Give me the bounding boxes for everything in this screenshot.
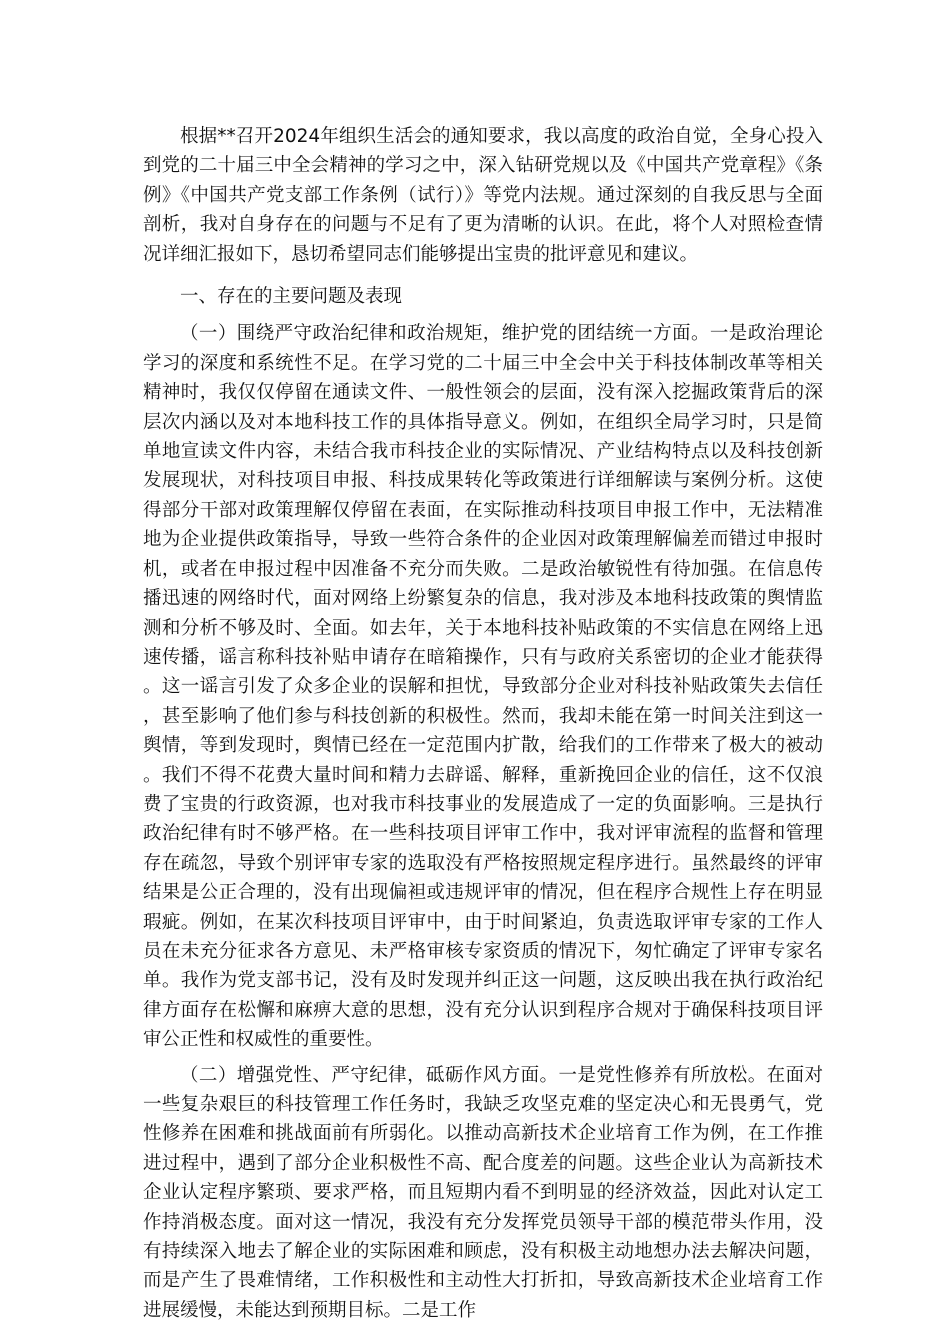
section-heading-1: 一、存在的主要问题及表现	[180, 286, 403, 308]
section-2-paragraph: （二）增强党性、严守纪律，砥砺作风方面。一是党性修养有所放松。在面对一些复杂艰巨的科技管理工作任务时，我缺乏攻坚克难的坚定决心和无畏勇气，党性修养在困难和挑战面前有所弱化。以推动高新技术企业培育工作为例，在工作推进过程中，遇到了部分企业积极性不高、配合度差的问题。这些企业认为高新技术企业认定程序繁琐、要求严格，而且短期内看不到明显的经济效益，因此对认定工作持消极态度。面对这一情况，我没有充分发挥党员领导干部的模范带头作用，没有持续深入地去了解企业的实际困难和顾虑，没有积极主动地想办法去解决问题，而是产生了畏难情绪，工作积极性和主动性大打折扣，导致高新技术企业培育工作进展缓慢，未能达到预期目标。二是工作	[143, 1064, 823, 1321]
intro-paragraph: 根据**召开2024年组织生活会的通知要求，我以高度的政治自觉，全身心投入到党的二十届三中全会精神的学习之中，深入钻研党规以及《中国共产党章程》《条例》《中国共产党支部工作条例（试行）》等党内法规。通过深刻的自我反思与全面剖析，我对自身存在的问题与不足有了更为清晰的认识。在此，将个人对照检查情况详细汇报如下，恳切希望同志们能够提出宝贵的批评意见和建议。	[143, 126, 823, 265]
document-body	[143, 122, 823, 1325]
section-1-paragraph: （一）围绕严守政治纪律和政治规矩，维护党的团结统一方面。一是政治理论学习的深度和系统性不足。在学习党的二十届三中全会中关于科技体制改革等相关精神时，我仅仅停留在通读文件、一般性领会的层面，没有深入挖掘政策背后的深层次内涵以及对本地科技工作的具体指导意义。例如，在组织全局学习时，只是简单地宣读文件内容，未结合我市科技企业的实际情况、产业结构特点以及科技创新发展现状，对科技项目申报、科技成果转化等政策进行详细解读与案例分析。这使得部分干部对政策理解仅停留在表面，在实际推动科技项目申报工作中，无法精准地为企业提供政策指导，导致一些符合条件的企业因对政策理解偏差而错过申报时机，或者在申报过程中因准备不充分而失败。二是政治敏锐性有待加强。在信息传播迅速的网络时代，面对网络上纷繁复杂的信息，我对涉及本地科技政策的舆情监测和分析不够及时、全面。如去年，关于本地科技补贴政策的不实信息在网络上迅速传播，谣言称科技补贴申请存在暗箱操作，只有与政府关系密切的企业才能获得。这一谣言引发了众多企业的误解和担忧，导致部分企业对科技补贴政策失去信任，甚至影响了他们参与科技创新的积极性。然而，我却未能在第一时间关注到这一舆情，等到发现时，舆情已经在一定范围内扩散，给我们的工作带来了极大的被动。我们不得不花费大量时间和精力去辟谣、解释，重新挽回企业的信任，这不仅浪费了宝贵的行政资源，也对我市科技事业的发展造成了一定的负面影响。三是执行政治纪律有时不够严格。在一些科技项目评审工作中，我对评审流程的监督和管理存在疏忽，导致个别评审专家的选取没有严格按照规定程序进行。虽然最终的评审结果是公正合理的，没有出现偏袒或违规评审的情况，但在程序合规性上存在明显瑕疵。例如，在某次科技项目评审中，由于时间紧迫，负责选取评审专家的工作人员在未充分征求各方意见、未严格审核专家资质的情况下，匆忙确定了评审专家名单。我作为党支部书记，没有及时发现并纠正这一问题，这反映出我在执行政治纪律方面存在松懈和麻痹大意的思想，没有充分认识到程序合规对于确保科技项目评审公正性和权威性的重要性。	[143, 323, 823, 1051]
